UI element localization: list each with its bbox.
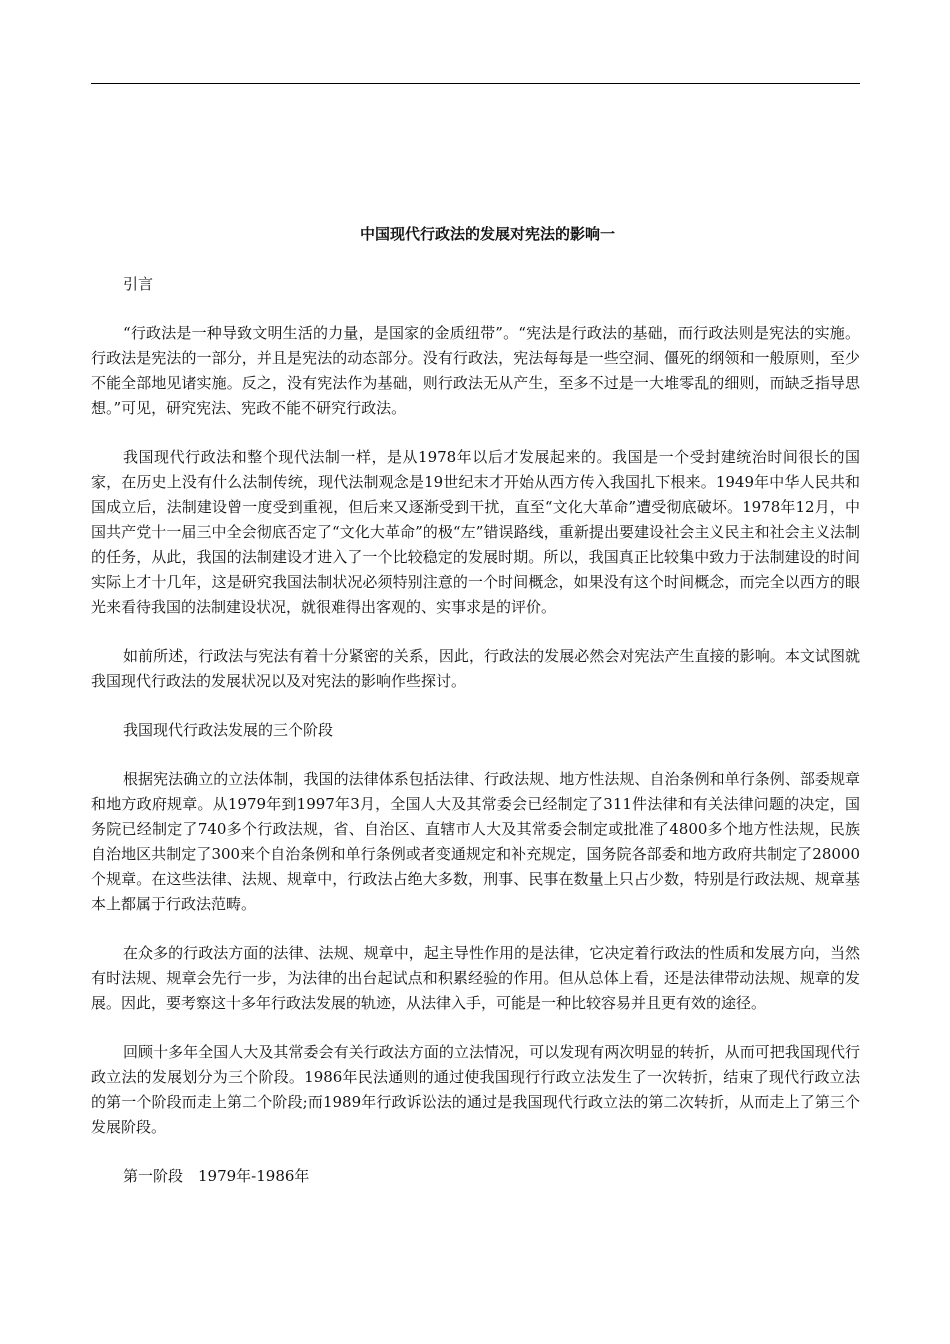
- stage-heading: 第一阶段 1979年-1986年: [123, 1167, 310, 1185]
- document-body: [91, 224, 860, 1213]
- section-heading: 我国现代行政法发展的三个阶段: [123, 721, 334, 739]
- paragraph-legal-system: 根据宪法确立的立法体制，我国的法律体系包括法律、行政法规、地方性法规、自治条例和单行条例、部委规章和地方政府规章。从1979年到1997年3月，全国人大及其常委会已经制定了311件法律和有关法律问题的决定，国务院已经制定了740多个行政法规，省、自治区、直辖市人大及其常委会制定或批准了4800多个地方性法规，民族自治地区共制定了300来个自治条例和单行条例或者变通规定和补充规定，国务院各部委和地方政府共制定了28000个规章。在这些法律、法规、规章中，行政法占绝大多数，刑事、民事在数量上只占少数，特别是行政法规、规章基本上都属于行政法范畴。: [91, 770, 860, 913]
- paragraph-purpose: 如前所述，行政法与宪法有着十分紧密的关系，因此，行政法的发展必然会对宪法产生直接的影响。本文试图就我国现代行政法的发展状况以及对宪法的影响作些探讨。: [91, 647, 860, 690]
- paragraph-laws-lead: 在众多的行政法方面的法律、法规、规章中，起主导性作用的是法律，它决定着行政法的性质和发展方向，当然有时法规、规章会先行一步，为法律的出台起试点和积累经验的作用。但从总体上看，还是法律带动法规、规章的发展。因此，要考察这十多年行政法发展的轨迹，从法律入手，可能是一种比较容易并且更有效的途径。: [91, 944, 860, 1012]
- header-rule: [91, 83, 860, 84]
- paragraph-quote: “行政法是一种导致文明生活的力量，是国家的金质纽带”。“宪法是行政法的基础，而行政法则是宪法的实施。行政法是宪法的一部分，并且是宪法的动态部分。没有行政法，宪法每每是一些空洞、僵死的纲领和一般原则，至少不能全部地见诸实施。反之，没有宪法作为基础，则行政法无从产生，至多不过是一大堆零乱的细则，而缺乏指导思想。”可见，研究宪法、宪政不能不研究行政法。: [91, 324, 860, 417]
- paragraph-three-stages: 回顾十多年全国人大及其常委会有关行政法方面的立法情况，可以发现有两次明显的转折，从而可把我国现代行政立法的发展划分为三个阶段。1986年民法通则的通过使我国现行行政立法发生了一次转折，结束了现代行政立法的第一个阶段而走上第二个阶段;而1989年行政诉讼法的通过是我国现代行政立法的第二次转折，从而走上了第三个发展阶段。: [91, 1043, 860, 1136]
- document-title: 中国现代行政法的发展对宪法的影响一: [359, 225, 615, 243]
- intro-heading: 引言: [123, 275, 154, 293]
- paragraph-history: 我国现代行政法和整个现代法制一样，是从1978年以后才发展起来的。我国是一个受封建统治时间很长的国家，在历史上没有什么法制传统，现代法制观念是19世纪末才开始从西方传入我国扎下根来。1949年中华人民共和国成立后，法制建设曾一度受到重视，但后来又逐渐受到干扰，直至“文化大革命”遭受彻底破坏。1978年12月，中国共产党十一届三中全会彻底否定了“文化大革命”的极“左”错误路线，重新提出要建设社会主义民主和社会主义法制的任务，从此，我国的法制建设才进入了一个比较稳定的发展时期。所以，我国真正比较集中致力于法制建设的时间实际上才十几年，这是研究我国法制状况必须特别注意的一个时间概念，如果没有这个时间概念，而完全以西方的眼光来看待我国的法制建设状况，就很难得出客观的、实事求是的评价。: [91, 448, 860, 616]
